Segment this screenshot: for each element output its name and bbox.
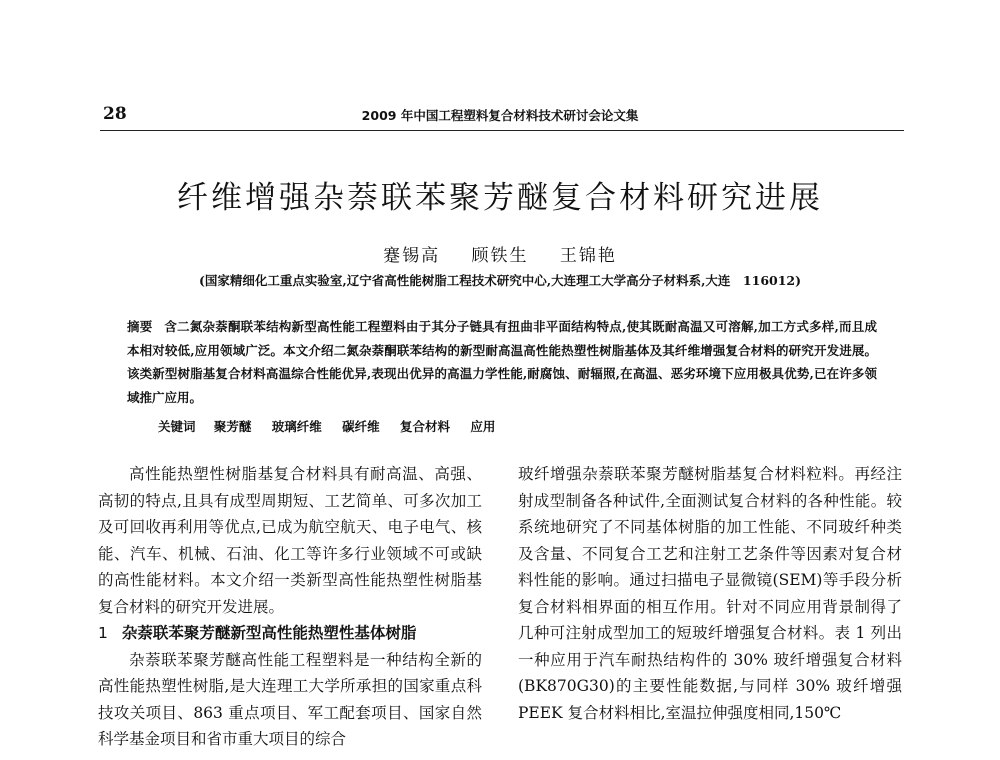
author: 蹇锡高 bbox=[383, 246, 441, 266]
body-column-right bbox=[518, 461, 902, 726]
section-number: 1 bbox=[98, 624, 108, 642]
keyword: 应用 bbox=[470, 419, 496, 434]
author-list bbox=[0, 241, 1000, 266]
page-number: 28 bbox=[103, 104, 127, 124]
section-heading bbox=[98, 620, 482, 647]
paper-title: 纤维增强杂萘联苯聚芳醚复合材料研究进展 bbox=[177, 180, 823, 216]
header-rule bbox=[100, 130, 904, 131]
keyword: 碳纤维 bbox=[342, 419, 380, 434]
body-column-left bbox=[98, 461, 482, 753]
keywords-label: 关键词 bbox=[158, 419, 196, 434]
author: 顾铁生 bbox=[471, 246, 529, 266]
continued-paragraph: 玻纤增强杂萘联苯聚芳醚树脂基复合材料粒料。再经注射成型制备各种试件,全面测试复合材料的各种性能。较系统地研究了不同基体树脂的加工性能、不同玻纤种类及含量、不同复合工艺和注射工艺条件等因素对复合材料性能的影响。通过扫描电子显微镜(SEM)等手段分析复合材料相界面的相互作用。针对不同应用背景制得了几种可注射成型加工的短玻纤增强复合材料。表 1 列出一种应用于汽车耐热结构件的 30% 玻纤增强复合材料(BK870G30)的主要性能数据,与同样 30% 玻纤增强 PEEK 复合材料相比,室温拉伸强度相同,150℃ bbox=[518, 465, 902, 722]
keyword: 玻璃纤维 bbox=[271, 419, 322, 434]
section-title: 杂萘联苯聚芳醚新型高性能热塑性基体树脂 bbox=[121, 624, 417, 642]
running-header: 2009 年中国工程塑料复合材料技术研讨会论文集 bbox=[361, 108, 639, 123]
intro-paragraph: 高性能热塑性树脂基复合材料具有耐高温、高强、高韧的特点,且具有成型周期短、工艺简单、可多次加工及可回收再利用等优点,已成为航空航天、电子电气、核能、汽车、机械、石油、化工等许多行业领域不可或缺的高性能材料。本文介绍一类新型高性能热塑性树脂基复合材料的研究开发进展。 bbox=[98, 465, 482, 616]
keyword: 聚芳醚 bbox=[213, 419, 252, 434]
abstract bbox=[127, 315, 877, 409]
abstract-text: 含二氮杂萘酮联苯结构新型高性能工程塑料由于其分子链具有扭曲非平面结构特点,使其既耐高温又可溶解,加工方式多样,而且成本相对较低,应用领域广泛。本文介绍二氮杂萘酮联苯结构的新型耐高温高性能热塑性树脂基体及其纤维增强复合材料的研究开发进展。该类新型树脂基复合材料高温综合性能优异,表现出优异的高温力学性能,耐腐蚀、耐辐照,在高温、恶劣环境下应用极具优势,已在许多领域推广应用。 bbox=[127, 319, 877, 405]
affiliation: (国家精细化工重点实验室,辽宁省高性能树脂工程技术研究中心,大连理工大学高分子材料系,大连 116012) bbox=[198, 273, 802, 288]
abstract-label: 摘要 bbox=[127, 319, 153, 334]
keyword: 复合材料 bbox=[400, 419, 451, 434]
keywords bbox=[158, 417, 878, 435]
author: 王锦艳 bbox=[559, 246, 617, 266]
section-paragraph: 杂萘联苯聚芳醚高性能工程塑料是一种结构全新的高性能热塑性树脂,是大连理工大学所承担的国家重点科技攻关项目、863 重点项目、军工配套项目、国家自然科学基金项目和省市重大项目的综合 bbox=[98, 650, 482, 748]
